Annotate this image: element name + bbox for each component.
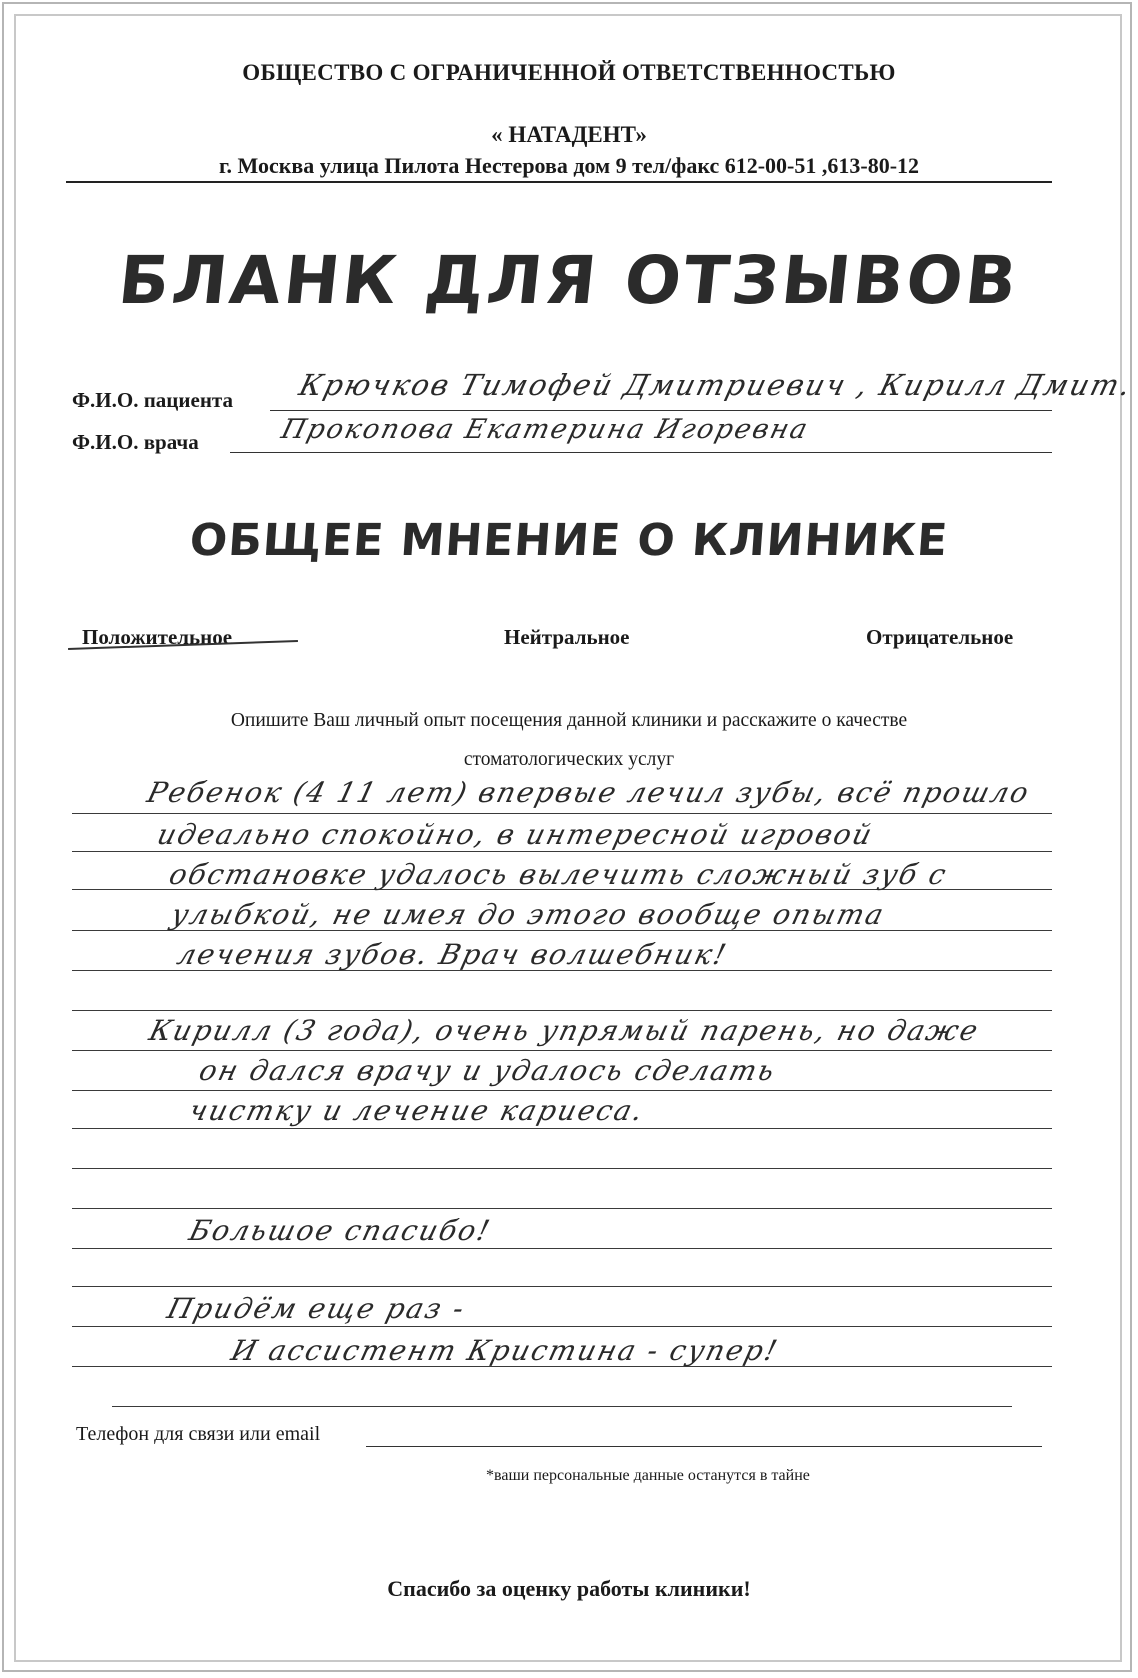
- patient-name-line: [270, 410, 1052, 411]
- writing-line: [72, 1168, 1052, 1169]
- footer-thanks: Спасибо за оценку работы клиники!: [387, 1576, 751, 1601]
- review-text-line: лечения зубов. Врач волшебник!: [173, 938, 732, 971]
- review-text-line: обстановке удалось вылечить сложный зуб с: [165, 858, 952, 891]
- writing-line: [72, 1050, 1052, 1051]
- writing-line: [72, 1248, 1052, 1249]
- review-text-line: чистку и лечение кариеса.: [185, 1094, 649, 1127]
- opinion-option-negative[interactable]: Отрицательное: [866, 625, 1014, 649]
- writing-line: [72, 813, 1052, 814]
- form-title: БЛАНК ДЛЯ ОТЗЫВОВ: [115, 242, 1023, 319]
- review-text-line: Кирилл (3 года), очень упрямый парень, но даже: [145, 1014, 984, 1047]
- opinion-title: ОБЩЕЕ МНЕНИЕ О КЛИНИКЕ: [188, 515, 950, 566]
- doctor-name-label: Ф.И.О. врача: [72, 430, 199, 454]
- writing-line: [72, 1010, 1052, 1011]
- review-text-line: идеально спокойно, в интересной игровой: [153, 818, 878, 851]
- opinion-option-neutral[interactable]: Нейтральное: [504, 625, 630, 649]
- opinion-option-positive[interactable]: Положительное: [82, 625, 233, 649]
- contact-input-line[interactable]: [366, 1446, 1042, 1447]
- writing-line: [72, 1090, 1052, 1091]
- writing-line: [72, 851, 1052, 852]
- privacy-note: *ваши персональные данные останутся в тайне: [486, 1467, 810, 1484]
- review-text-line: Большое спасибо!: [185, 1214, 495, 1247]
- review-text-line: Придём еще раз -: [163, 1292, 470, 1325]
- review-text-line: улыбкой, не имея до этого вообще опыта: [167, 898, 889, 931]
- contact-label: Телефон для связи или email: [76, 1423, 321, 1445]
- instruction-line-1: Опишите Ваш личный опыт посещения данной клиники и расскажите о качестве: [230, 710, 908, 731]
- header-divider: [66, 181, 1052, 183]
- writing-line: [72, 1286, 1052, 1287]
- instruction-line-2: стоматологических услуг: [463, 749, 675, 770]
- clinic-address: г. Москва улица Пилота Нестерова дом 9 тел/факс 612-00-51 ,613-80-12: [218, 153, 920, 178]
- writing-line: [72, 1208, 1052, 1209]
- writing-line: [112, 1406, 1012, 1407]
- doctor-name-value[interactable]: Прокопова Екатерина Игоревна: [278, 414, 813, 445]
- review-text-line: он дался врачу и удалось сделать: [195, 1054, 780, 1087]
- patient-name-value[interactable]: Крючков Тимофей Дмитриевич , Кирилл Дмит.: [295, 368, 1136, 402]
- patient-name-label: Ф.И.О. пациента: [72, 388, 233, 412]
- clinic-brand: « НАТАДЕНТ»: [491, 122, 647, 147]
- doctor-name-line: [230, 452, 1052, 453]
- writing-line: [72, 1326, 1052, 1327]
- review-text-line: И ассистент Кристина - супер!: [227, 1334, 783, 1367]
- company-name: ОБЩЕСТВО С ОГРАНИЧЕННОЙ ОТВЕТСТВЕННОСТЬЮ: [242, 60, 896, 85]
- writing-line: [72, 1128, 1052, 1129]
- review-text-line: Ребенок (4 11 лет) впервые лечил зубы, всё прошло: [143, 776, 1034, 809]
